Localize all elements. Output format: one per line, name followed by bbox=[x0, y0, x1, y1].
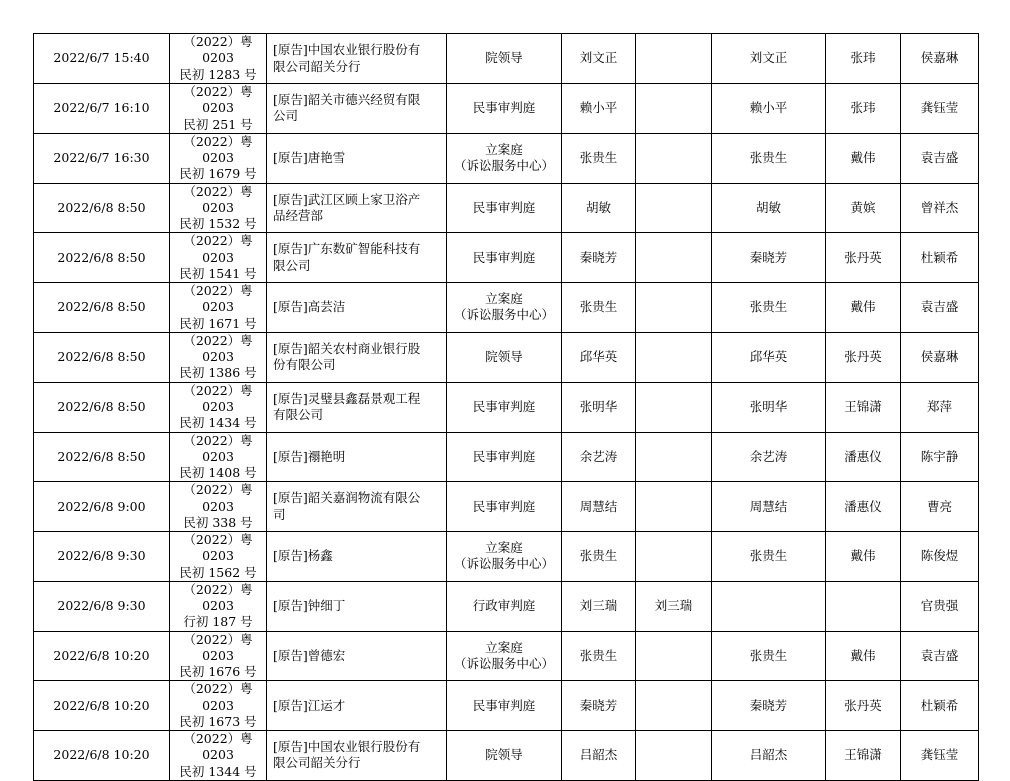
table-row bbox=[34, 382, 979, 432]
presiding-judge-text: 张贵生 bbox=[749, 150, 788, 165]
panel-member bbox=[826, 133, 901, 183]
panel-member bbox=[826, 432, 901, 482]
hearing-datetime bbox=[34, 432, 170, 482]
panel-member bbox=[826, 681, 901, 731]
case-number-text: 民初 1532 号 bbox=[179, 216, 257, 231]
department-text: 立案庭 bbox=[485, 141, 523, 157]
hearing-datetime-text: 2022/6/8 9:30 bbox=[57, 548, 146, 564]
case-number-text: （2022）粤 0203 bbox=[183, 283, 253, 315]
hearing-datetime bbox=[34, 233, 170, 283]
case-number bbox=[170, 34, 267, 84]
case-number-text: 民初 1541 号 bbox=[179, 265, 257, 281]
table-row bbox=[34, 581, 979, 631]
sole-judge bbox=[636, 482, 712, 532]
hearing-datetime bbox=[34, 631, 170, 681]
presiding-judge bbox=[712, 233, 826, 283]
sole-judge bbox=[636, 581, 712, 631]
hearing-datetime bbox=[34, 133, 170, 183]
clerk bbox=[901, 581, 979, 631]
department bbox=[447, 283, 562, 333]
table-row bbox=[34, 283, 979, 333]
judge bbox=[562, 34, 636, 84]
clerk-text: 陈宇静 bbox=[920, 448, 959, 464]
table-row bbox=[34, 183, 979, 233]
party-name-text: 限公司 bbox=[273, 257, 311, 273]
hearing-datetime-text: 2022/6/8 8:50 bbox=[57, 349, 146, 365]
case-number-text: （2022）粤 0203 bbox=[183, 581, 253, 613]
clerk-text: 官贵强 bbox=[920, 598, 959, 613]
judge bbox=[562, 133, 636, 183]
sole-judge bbox=[636, 631, 712, 681]
case-number-text: （2022）粤 0203 bbox=[183, 382, 253, 414]
party-name-text: 有限公司 bbox=[273, 407, 324, 423]
case-number bbox=[170, 681, 267, 731]
case-number-text: （2022）粤 0203 bbox=[183, 183, 253, 215]
presiding-judge bbox=[712, 482, 826, 532]
case-number-text: 民初 1283 号 bbox=[179, 66, 257, 82]
case-number bbox=[170, 233, 267, 283]
department bbox=[447, 84, 562, 134]
clerk-text: 郑萍 bbox=[926, 399, 952, 414]
case-number bbox=[170, 84, 267, 134]
judge bbox=[562, 631, 636, 681]
sole-judge-text: 刘三瑞 bbox=[654, 598, 693, 613]
clerk-text: 侯嘉琳 bbox=[920, 50, 959, 66]
clerk bbox=[901, 681, 979, 731]
presiding-judge bbox=[712, 133, 826, 183]
panel-member-text: 戴伟 bbox=[850, 647, 876, 663]
table-row bbox=[34, 532, 979, 582]
sole-judge bbox=[636, 84, 712, 134]
presiding-judge-text: 赖小平 bbox=[749, 100, 788, 116]
case-number-text: （2022）粤 0203 bbox=[183, 432, 253, 464]
clerk-text: 陈俊煜 bbox=[920, 548, 959, 564]
clerk-text: 侯嘉琳 bbox=[920, 349, 959, 365]
presiding-judge-text: 张贵生 bbox=[749, 647, 788, 663]
presiding-judge bbox=[712, 532, 826, 582]
hearing-datetime bbox=[34, 482, 170, 532]
table-row bbox=[34, 631, 979, 681]
case-number-text: （2022）粤 0203 bbox=[183, 84, 253, 116]
judge-text: 周慧结 bbox=[579, 498, 618, 514]
judge-text: 张贵生 bbox=[579, 299, 618, 315]
table-row bbox=[34, 133, 979, 183]
case-number-text: 民初 1671 号 bbox=[179, 315, 257, 331]
panel-member bbox=[826, 332, 901, 382]
party-name bbox=[267, 283, 447, 333]
table-row bbox=[34, 681, 979, 731]
clerk bbox=[901, 482, 979, 532]
party-name-text: [原告]韶关市德兴经贸有限 bbox=[273, 92, 421, 108]
hearing-schedule-table bbox=[33, 33, 979, 781]
party-name bbox=[267, 84, 447, 134]
case-number-text: 民初 338 号 bbox=[183, 514, 253, 530]
table-row bbox=[34, 34, 979, 84]
hearing-datetime bbox=[34, 681, 170, 731]
party-name bbox=[267, 731, 447, 781]
judge-text: 秦晓芳 bbox=[579, 697, 618, 713]
presiding-judge-text: 余艺涛 bbox=[749, 448, 788, 464]
hearing-datetime-text: 2022/6/8 8:50 bbox=[57, 448, 146, 464]
panel-member-text: 戴伟 bbox=[850, 150, 876, 165]
case-number bbox=[170, 133, 267, 183]
panel-member-text: 张丹英 bbox=[844, 697, 882, 713]
hearing-datetime-text: 2022/6/8 8:50 bbox=[57, 399, 146, 414]
panel-member-text: 张玮 bbox=[850, 100, 876, 116]
case-number bbox=[170, 183, 267, 233]
department-text: 立案庭 bbox=[485, 291, 523, 307]
panel-member bbox=[826, 34, 901, 84]
case-number-text: 民初 1434 号 bbox=[179, 415, 257, 431]
hearing-datetime bbox=[34, 382, 170, 432]
party-name-text: [原告]武江区顾上家卫浴产 bbox=[273, 191, 421, 207]
party-name bbox=[267, 482, 447, 532]
presiding-judge bbox=[712, 631, 826, 681]
party-name bbox=[267, 681, 447, 731]
party-name bbox=[267, 581, 447, 631]
party-name-text: [原告]中国农业银行股份有 bbox=[273, 42, 421, 58]
table-row bbox=[34, 332, 979, 382]
party-name bbox=[267, 233, 447, 283]
party-name-text: 限公司韶关分行 bbox=[273, 755, 361, 771]
presiding-judge bbox=[712, 731, 826, 781]
department-text: 行政审判庭 bbox=[472, 598, 536, 613]
judge-text: 胡敏 bbox=[585, 199, 611, 215]
department-text: 民事审判庭 bbox=[472, 199, 536, 215]
clerk bbox=[901, 233, 979, 283]
case-number-text: （2022）粤 0203 bbox=[183, 233, 253, 265]
department-text: 民事审判庭 bbox=[472, 498, 536, 514]
department bbox=[447, 581, 562, 631]
sole-judge bbox=[636, 233, 712, 283]
sole-judge bbox=[636, 731, 712, 781]
hearing-datetime bbox=[34, 283, 170, 333]
department bbox=[447, 482, 562, 532]
table-row bbox=[34, 731, 979, 781]
table-row bbox=[34, 233, 979, 283]
party-name bbox=[267, 382, 447, 432]
presiding-judge-text: 刘文正 bbox=[749, 50, 788, 66]
hearing-datetime bbox=[34, 332, 170, 382]
department-text: （诉讼服务中心） bbox=[453, 158, 554, 174]
panel-member bbox=[826, 532, 901, 582]
judge bbox=[562, 382, 636, 432]
panel-member-text: 潘惠仪 bbox=[844, 498, 882, 514]
party-name-text: [原告]禤艳明 bbox=[273, 448, 346, 464]
case-number-text: （2022）粤 0203 bbox=[183, 681, 253, 713]
department-text: 民事审判庭 bbox=[472, 100, 536, 116]
clerk bbox=[901, 133, 979, 183]
party-name bbox=[267, 133, 447, 183]
party-name-text: [原告]唐艳雪 bbox=[273, 150, 346, 165]
hearing-datetime-text: 2022/6/8 9:00 bbox=[57, 498, 146, 514]
presiding-judge bbox=[712, 34, 826, 84]
hearing-datetime-text: 2022/6/7 16:10 bbox=[53, 100, 150, 116]
party-name-text: [原告]高芸洁 bbox=[273, 299, 346, 315]
department bbox=[447, 382, 562, 432]
case-number-text: （2022）粤 0203 bbox=[183, 532, 253, 564]
case-number bbox=[170, 482, 267, 532]
department bbox=[447, 133, 562, 183]
judge-text: 秦晓芳 bbox=[579, 249, 618, 265]
judge-text: 张明华 bbox=[579, 399, 618, 414]
party-name-text: [原告]江运才 bbox=[273, 697, 346, 713]
hearing-datetime-text: 2022/6/8 10:20 bbox=[53, 647, 150, 663]
panel-member bbox=[826, 581, 901, 631]
judge bbox=[562, 233, 636, 283]
department-text: 民事审判庭 bbox=[472, 249, 536, 265]
party-name-text: [原告]广东数矿智能科技有 bbox=[273, 241, 421, 257]
clerk bbox=[901, 34, 979, 84]
sole-judge bbox=[636, 532, 712, 582]
party-name bbox=[267, 183, 447, 233]
case-number-text: （2022）粤 0203 bbox=[183, 332, 253, 365]
judge-text: 张贵生 bbox=[579, 150, 618, 165]
party-name bbox=[267, 532, 447, 582]
department-text: （诉讼服务中心） bbox=[453, 556, 554, 572]
case-number-text: 民初 1344 号 bbox=[179, 763, 257, 779]
party-name bbox=[267, 631, 447, 681]
clerk-text: 袁吉盛 bbox=[920, 647, 959, 663]
party-name-text: [原告]灵璧县鑫磊景观工程 bbox=[273, 390, 421, 406]
presiding-judge bbox=[712, 681, 826, 731]
clerk-text: 龚钰莹 bbox=[920, 747, 959, 763]
case-number bbox=[170, 731, 267, 781]
panel-member-text: 戴伟 bbox=[850, 548, 876, 564]
sole-judge bbox=[636, 432, 712, 482]
panel-member-text: 王锦潇 bbox=[844, 399, 882, 414]
case-number-text: 行初 187 号 bbox=[183, 614, 253, 630]
judge-text: 张贵生 bbox=[579, 548, 618, 564]
hearing-datetime-text: 2022/6/8 8:50 bbox=[57, 249, 146, 265]
clerk bbox=[901, 332, 979, 382]
panel-member-text: 张丹英 bbox=[844, 249, 882, 265]
party-name-text: 限公司韶关分行 bbox=[273, 58, 361, 74]
hearing-datetime bbox=[34, 581, 170, 631]
department bbox=[447, 432, 562, 482]
sole-judge bbox=[636, 183, 712, 233]
department bbox=[447, 34, 562, 84]
presiding-judge-text: 张贵生 bbox=[749, 548, 788, 564]
department bbox=[447, 332, 562, 382]
judge-text: 刘文正 bbox=[579, 50, 618, 66]
sole-judge bbox=[636, 283, 712, 333]
case-number-text: 民初 1679 号 bbox=[179, 166, 257, 182]
panel-member-text: 张丹英 bbox=[844, 349, 882, 365]
judge-text: 张贵生 bbox=[579, 647, 618, 663]
hearing-datetime-text: 2022/6/8 9:30 bbox=[57, 598, 146, 613]
party-name-text: [原告]钟细丁 bbox=[273, 598, 346, 613]
presiding-judge-text: 吕韶杰 bbox=[749, 747, 788, 763]
case-number bbox=[170, 581, 267, 631]
party-name-text: [原告]中国农业银行股份有 bbox=[273, 739, 421, 755]
presiding-judge bbox=[712, 183, 826, 233]
panel-member-text: 黄嫔 bbox=[850, 199, 876, 215]
presiding-judge-text: 周慧结 bbox=[749, 498, 788, 514]
department-text: 民事审判庭 bbox=[472, 697, 536, 713]
panel-member-text: 戴伟 bbox=[850, 299, 876, 315]
sole-judge bbox=[636, 34, 712, 84]
hearing-datetime-text: 2022/6/8 10:20 bbox=[53, 697, 150, 713]
clerk-text: 龚钰莹 bbox=[920, 100, 959, 116]
panel-member bbox=[826, 382, 901, 432]
presiding-judge bbox=[712, 382, 826, 432]
case-number-text: 民初 1408 号 bbox=[179, 465, 257, 480]
judge-text: 刘三瑞 bbox=[579, 598, 618, 613]
clerk bbox=[901, 532, 979, 582]
department-text: 民事审判庭 bbox=[472, 448, 536, 464]
judge bbox=[562, 482, 636, 532]
clerk-text: 袁吉盛 bbox=[920, 299, 959, 315]
department bbox=[447, 631, 562, 681]
clerk-text: 曹亮 bbox=[926, 498, 952, 514]
judge-text: 赖小平 bbox=[579, 100, 618, 116]
hearing-datetime-text: 2022/6/7 16:30 bbox=[53, 150, 150, 165]
clerk-text: 曾祥杰 bbox=[920, 199, 959, 215]
department bbox=[447, 532, 562, 582]
sole-judge bbox=[636, 332, 712, 382]
department-text: 民事审判庭 bbox=[472, 399, 536, 414]
judge bbox=[562, 84, 636, 134]
table-row bbox=[34, 432, 979, 482]
panel-member bbox=[826, 482, 901, 532]
presiding-judge bbox=[712, 84, 826, 134]
presiding-judge bbox=[712, 332, 826, 382]
department bbox=[447, 183, 562, 233]
hearing-datetime bbox=[34, 84, 170, 134]
party-name-text: 公司 bbox=[273, 108, 299, 124]
case-number-text: 民初 251 号 bbox=[183, 116, 253, 132]
party-name-text: [原告]韶关嘉润物流有限公 bbox=[273, 490, 421, 506]
judge-text: 吕韶杰 bbox=[579, 747, 618, 763]
case-number-text: （2022）粤 0203 bbox=[183, 482, 253, 514]
judge bbox=[562, 681, 636, 731]
party-name-text: 司 bbox=[273, 506, 286, 522]
hearing-datetime bbox=[34, 34, 170, 84]
case-number bbox=[170, 382, 267, 432]
panel-member bbox=[826, 233, 901, 283]
clerk bbox=[901, 84, 979, 134]
party-name bbox=[267, 432, 447, 482]
judge bbox=[562, 731, 636, 781]
case-number-text: （2022）粤 0203 bbox=[183, 34, 253, 66]
case-number-text: （2022）粤 0203 bbox=[183, 133, 253, 165]
department bbox=[447, 681, 562, 731]
judge bbox=[562, 332, 636, 382]
department-text: 立案庭 bbox=[485, 639, 523, 655]
clerk-text: 杜颖希 bbox=[920, 697, 959, 713]
hearing-datetime-text: 2022/6/8 8:50 bbox=[57, 299, 146, 315]
case-number-text: （2022）粤 0203 bbox=[183, 731, 253, 763]
case-number-text: 民初 1676 号 bbox=[179, 664, 257, 679]
party-name-text: 品经营部 bbox=[273, 207, 324, 223]
judge-text: 邱华英 bbox=[579, 349, 618, 365]
presiding-judge bbox=[712, 432, 826, 482]
table-row bbox=[34, 482, 979, 532]
department-text: （诉讼服务中心） bbox=[453, 307, 554, 323]
presiding-judge bbox=[712, 283, 826, 333]
case-number-text: 民初 1386 号 bbox=[179, 365, 257, 381]
panel-member-text: 潘惠仪 bbox=[844, 448, 882, 464]
judge bbox=[562, 532, 636, 582]
hearing-datetime bbox=[34, 183, 170, 233]
panel-member-text: 王锦潇 bbox=[844, 747, 882, 763]
panel-member bbox=[826, 183, 901, 233]
department-text: （诉讼服务中心） bbox=[453, 655, 554, 671]
hearing-datetime-text: 2022/6/8 10:20 bbox=[53, 747, 150, 763]
case-number bbox=[170, 532, 267, 582]
party-name bbox=[267, 34, 447, 84]
panel-member bbox=[826, 84, 901, 134]
panel-member-text: 张玮 bbox=[850, 50, 876, 66]
presiding-judge-text: 秦晓芳 bbox=[749, 249, 788, 265]
presiding-judge-text: 张明华 bbox=[749, 399, 788, 414]
judge bbox=[562, 432, 636, 482]
clerk-text: 袁吉盛 bbox=[920, 150, 959, 165]
hearing-datetime bbox=[34, 532, 170, 582]
clerk bbox=[901, 631, 979, 681]
presiding-judge-text: 邱华英 bbox=[749, 349, 788, 365]
judge bbox=[562, 581, 636, 631]
department-text: 院领导 bbox=[485, 50, 523, 66]
case-number-text: 民初 1562 号 bbox=[179, 564, 257, 580]
case-number-text: 民初 1673 号 bbox=[179, 713, 257, 729]
presiding-judge-text: 秦晓芳 bbox=[749, 697, 788, 713]
department-text: 院领导 bbox=[485, 349, 523, 365]
case-number bbox=[170, 432, 267, 482]
department-text: 立案庭 bbox=[485, 540, 523, 556]
table-row bbox=[34, 84, 979, 134]
department bbox=[447, 233, 562, 283]
hearing-datetime-text: 2022/6/7 15:40 bbox=[53, 50, 150, 66]
clerk bbox=[901, 432, 979, 482]
sole-judge bbox=[636, 382, 712, 432]
presiding-judge-text: 张贵生 bbox=[749, 299, 788, 315]
clerk-text: 杜颖希 bbox=[920, 249, 959, 265]
clerk bbox=[901, 183, 979, 233]
hearing-datetime bbox=[34, 731, 170, 781]
party-name bbox=[267, 332, 447, 382]
panel-member bbox=[826, 731, 901, 781]
panel-member bbox=[826, 631, 901, 681]
department-text: 院领导 bbox=[485, 747, 523, 763]
hearing-datetime-text: 2022/6/8 8:50 bbox=[57, 199, 146, 215]
judge bbox=[562, 283, 636, 333]
party-name-text: [原告]曾德宏 bbox=[273, 647, 346, 663]
judge-text: 余艺涛 bbox=[579, 448, 618, 464]
sole-judge bbox=[636, 133, 712, 183]
judge bbox=[562, 183, 636, 233]
party-name-text: [原告]韶关农村商业银行股 bbox=[273, 341, 421, 356]
panel-member bbox=[826, 283, 901, 333]
party-name-text: 份有限公司 bbox=[273, 357, 336, 373]
clerk bbox=[901, 382, 979, 432]
case-number bbox=[170, 283, 267, 333]
case-number bbox=[170, 332, 267, 382]
sole-judge bbox=[636, 681, 712, 731]
clerk bbox=[901, 283, 979, 333]
presiding-judge bbox=[712, 581, 826, 631]
case-number bbox=[170, 631, 267, 681]
clerk bbox=[901, 731, 979, 781]
department bbox=[447, 731, 562, 781]
case-number-text: （2022）粤 0203 bbox=[183, 631, 253, 663]
presiding-judge-text: 胡敏 bbox=[755, 199, 781, 215]
party-name-text: [原告]杨鑫 bbox=[273, 548, 333, 564]
